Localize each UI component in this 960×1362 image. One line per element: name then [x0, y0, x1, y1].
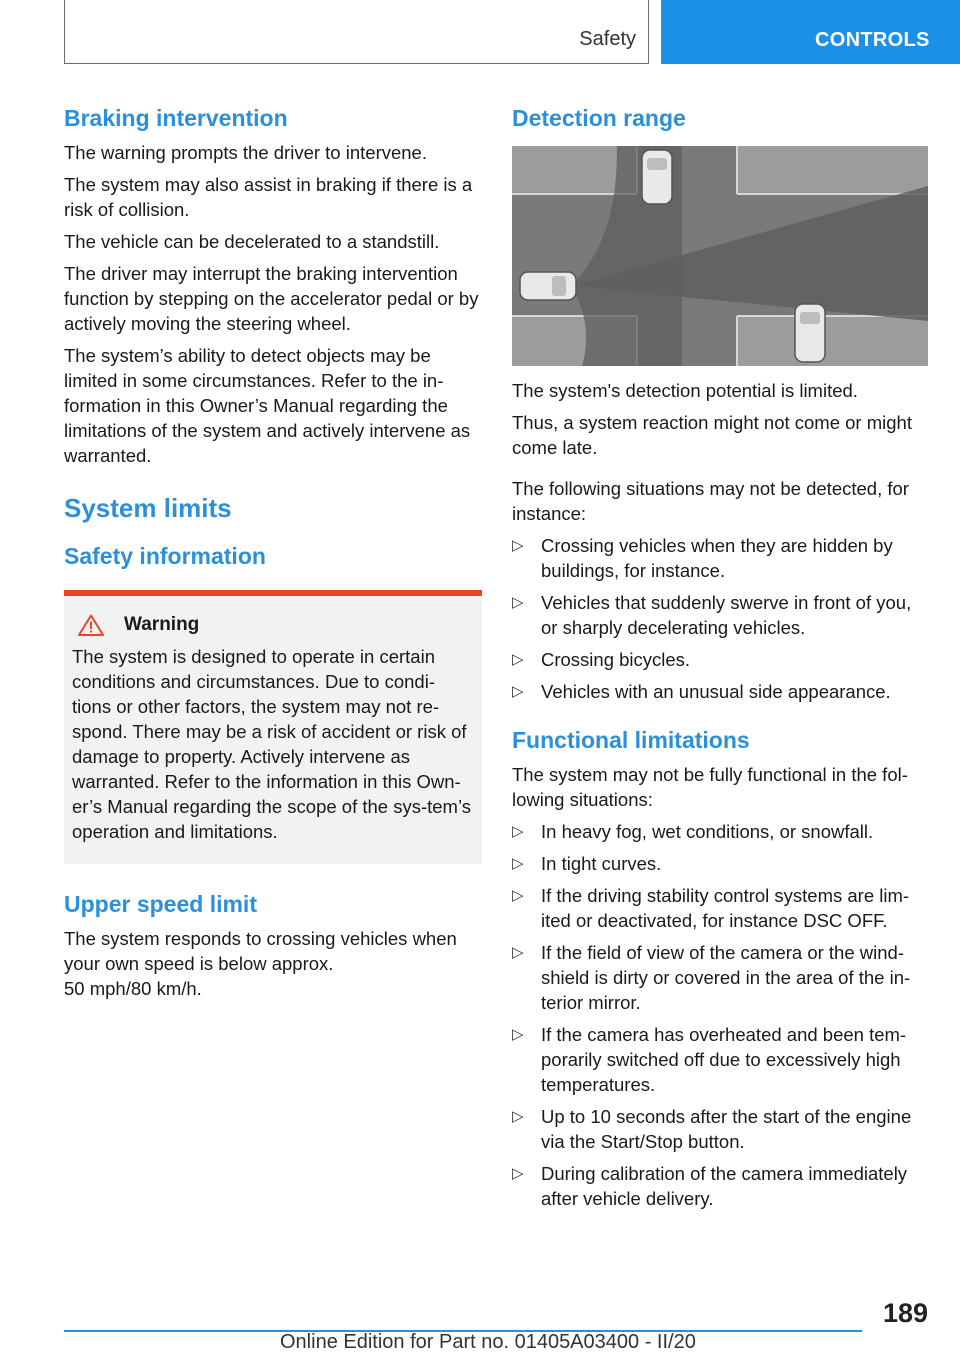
list-item [512, 647, 930, 672]
header-box [64, 0, 649, 64]
warning-label: Warning [124, 614, 200, 635]
list-item [512, 679, 930, 704]
right-column [512, 98, 930, 1218]
bullet-icon: ▷ [512, 887, 524, 904]
list-item [512, 1022, 930, 1097]
list-item-text: Vehicles with an unusual side appearance. [541, 681, 891, 702]
list-item-text: In tight curves. [541, 853, 662, 874]
list-item [512, 1104, 930, 1154]
bullet-icon: ▷ [512, 1026, 524, 1043]
bullet-icon: ▷ [512, 651, 524, 668]
list-item-text: Up to 10 seconds after the start of the engine via the Start/Stop button. [541, 1106, 912, 1152]
safety-information-heading: Safety information [64, 543, 266, 569]
list-item [512, 590, 930, 640]
bullet-icon: ▷ [512, 944, 524, 961]
paragraph: The system may also assist in braking if there is a risk of collision. [64, 174, 473, 220]
paragraph: The warning prompts the driver to intervene. [64, 142, 427, 163]
braking-intervention-heading: Braking intervention [64, 105, 288, 131]
paragraph: The vehicle can be decelerated to a standstill. [64, 231, 440, 252]
warning-triangle-icon [78, 614, 104, 636]
list-item-text: Vehicles that suddenly swerve in front of you, or sharply decelerating vehicles. [541, 592, 912, 638]
list-item-text: Crossing bicycles. [541, 649, 691, 670]
list-item-text: Crossing vehicles when they are hidden by buildings, for instance. [541, 535, 893, 581]
list-item [512, 819, 930, 844]
paragraph: The system’s ability to detect objects may be limited in some circumstances. Refer to the in-formation in this Owner’s Manual regarding the limitations of the system and actively intervene as warranted. [64, 345, 471, 466]
upper-speed-limit-heading: Upper speed limit [64, 891, 257, 917]
bullet-icon: ▷ [512, 683, 524, 700]
list-item [512, 940, 930, 1015]
bullet-icon: ▷ [512, 855, 524, 872]
upper-speed-value: 50 mph/80 km/h. [64, 978, 202, 999]
paragraph: The driver may interrupt the braking intervention function by stepping on the accelerator pedal or by actively moving the steering wheel. [64, 263, 479, 334]
header-tab[interactable] [661, 0, 960, 64]
paragraph: The system's detection potential is limited. [512, 380, 858, 401]
paragraph: The system may not be fully functional in the fol-lowing situations: [512, 764, 908, 810]
upper-speed-text: The system responds to crossing vehicles when your own speed is below approx. [64, 928, 457, 974]
list-item [512, 851, 930, 876]
car-bottom [795, 304, 825, 362]
bullet-icon: ▷ [512, 537, 524, 554]
detection-range-heading: Detection range [512, 105, 686, 131]
functional-list [512, 819, 930, 1211]
bullet-icon: ▷ [512, 1108, 524, 1125]
list-item-text: If the driving stability control systems are lim-ited or deactivated, for instance DSC OFF. [541, 885, 910, 931]
list-item [512, 883, 930, 933]
system-limits-heading: System limits [64, 493, 232, 523]
list-item-text: During calibration of the camera immediately after vehicle delivery. [541, 1163, 908, 1209]
bullet-icon: ▷ [512, 823, 524, 840]
functional-limitations-heading: Functional limitations [512, 727, 750, 753]
detection-list [512, 533, 930, 704]
left-column [64, 98, 482, 1008]
warning-box [64, 596, 482, 864]
warning-text: The system is designed to operate in certain conditions and circumstances. Due to condi-tions or other factors, the system may not re-spond. There may be a risk of accident or risk of damage to property. Actively intervene as warranted. Refer to the information in this Own-er’s Manual regarding the scope of the sys-tem’s operation and limitations. [72, 646, 471, 842]
car-top [642, 150, 672, 204]
list-item [512, 1161, 930, 1211]
list-item-text: If the camera has overheated and been tem-porarily switched off due to excessively high temperatures. [541, 1024, 907, 1095]
page-number: 189 [882, 1298, 928, 1328]
header-section-title: Safety [579, 28, 636, 50]
paragraph: Thus, a system reaction might not come or might come late. [512, 412, 912, 458]
header-tab-label: CONTROLS [815, 29, 930, 51]
bullet-icon: ▷ [512, 1165, 524, 1182]
list-item-text: In heavy fog, wet conditions, or snowfall. [541, 821, 874, 842]
bullet-icon: ▷ [512, 594, 524, 611]
paragraph: The following situations may not be detected, for instance: [512, 478, 909, 524]
car-left [520, 272, 576, 300]
edition-text: Online Edition for Part no. 01405A03400 - II/20 [280, 1331, 696, 1353]
list-item [512, 533, 930, 583]
list-item-text: If the field of view of the camera or the wind-shield is dirty or covered in the area of the in-terior mirror. [541, 942, 911, 1013]
detection-range-illustration [512, 146, 928, 366]
